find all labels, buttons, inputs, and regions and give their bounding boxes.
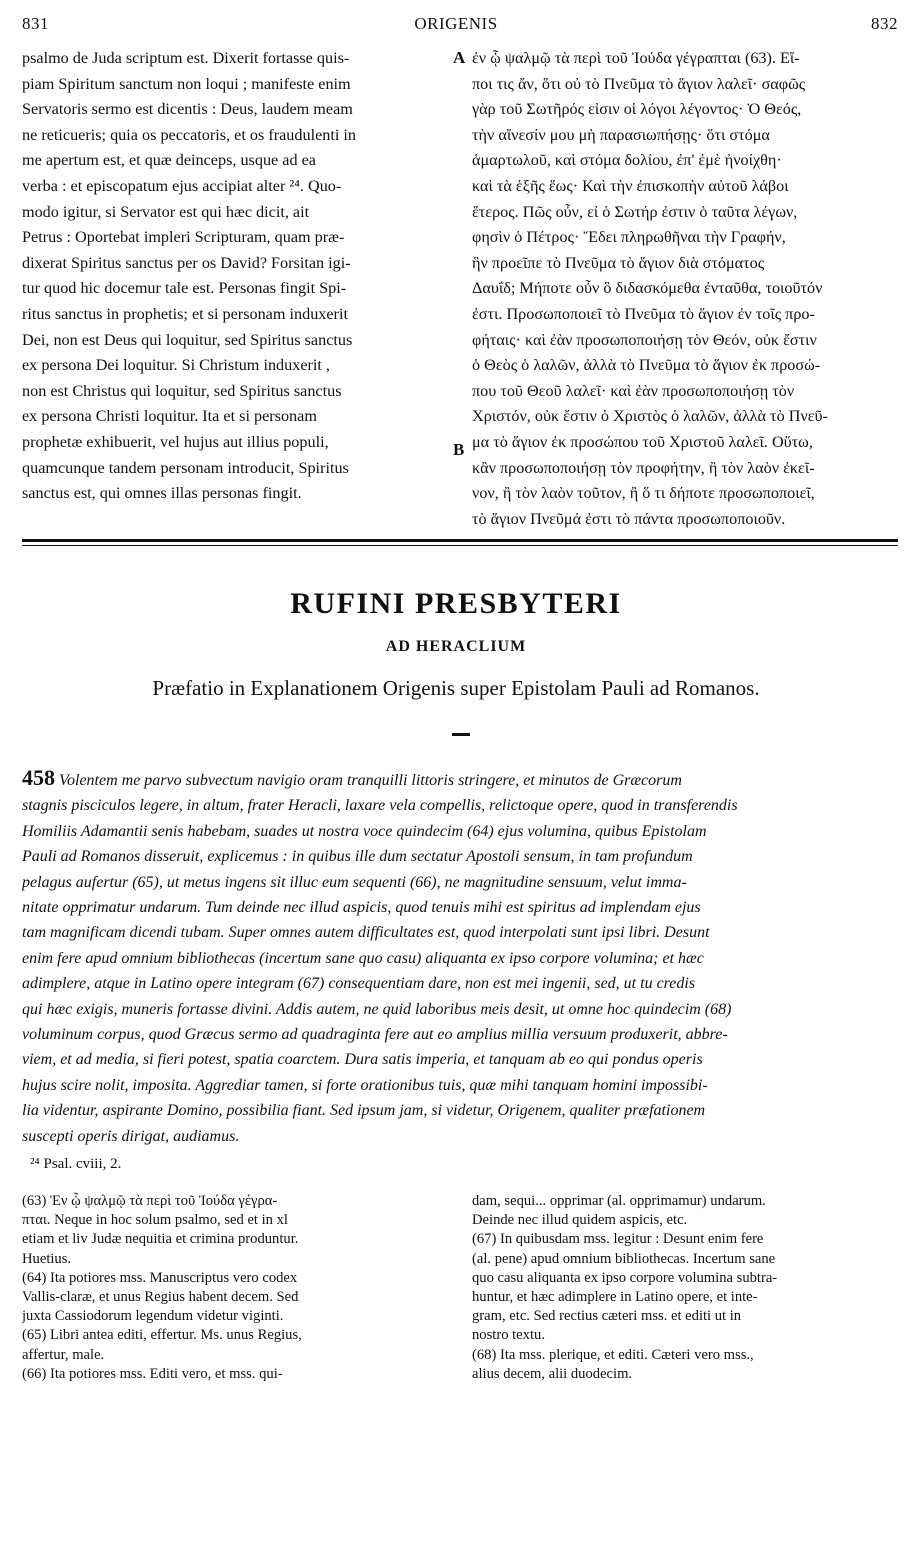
latin-line: ex persona Dei loquitur. Si Christum induxerit , [22, 356, 330, 375]
latin-line: piam Spiritum sanctum non loqui ; manifeste enim [22, 74, 351, 93]
greek-line: νον, ἢ τὸν λαὸν τοῦτον, ἢ ὅ τι δήποτε προσωποποιεῖ, [472, 484, 815, 503]
body-line: qui hæc exigis, muneris fortasse divini. Addis autem, ne quid laboribus meis desit, ut omne hoc quindecim (68) [22, 1000, 732, 1018]
greek-line: κἂν προσωποποιήσῃ τὸν προφήτην, ἢ τὸν λαὸν ἐκεῖ- [472, 458, 815, 477]
body-line: Homiliis Adamantii senis habebam, suades ut nostra voce quindecim (64) ejus volumina, quibus Epistolam [22, 822, 707, 840]
section-title: RUFINI PRESBYTERI [290, 587, 622, 620]
note-line: huntur, et hæc adimplere in Latino opere, et inte- [472, 1289, 758, 1306]
latin-line: Servatoris sermo est dicentis : Deus, laudem meam [22, 100, 353, 119]
note-line: (64) Ita potiores mss. Manuscriptus vero codex [22, 1269, 298, 1286]
footnote-24: ²⁴ Psal. cviii, 2. [30, 1156, 122, 1172]
greek-line: γὰρ τοῦ Σωτῆρός εἰσιν οἱ λόγοι λέγοντος· Ὁ Θεός, [472, 100, 802, 119]
running-head: ORIGENIS [414, 14, 498, 33]
latin-line: tur quod hic docemur tale est. Personas fingit Spi- [22, 279, 347, 298]
note-line: dam, sequi... opprimar (al. opprimamur) undarum. [472, 1193, 766, 1209]
greek-line: καὶ τὰ ἑξῆς ἕως· Καὶ τὴν ἐπισκοπὴν αὐτοῦ λάβοι [472, 176, 789, 195]
note-line: Huetius. [22, 1250, 72, 1267]
body-line: viem, et ad media, si fieri potest, spatia coarctem. Dura satis imperia, et tanquam ab eo qui pondus operis [22, 1051, 703, 1069]
body-line: Pauli ad Romanos disseruit, explicemus : in quibus ille dum sectatur Apostoli sensum, in tam profundum [22, 848, 693, 866]
preface-body [22, 765, 898, 1149]
latin-line: ritus sanctus in prophetis; et si personam induxerit [22, 304, 348, 323]
greek-line: Χριστόν, οὐκ ἔστιν ὁ Χριστὸς ὁ λαλῶν, ἀλλὰ τὸ Πνεῦ- [472, 407, 828, 426]
section-rule-thick [22, 539, 898, 542]
column-number: 458 [22, 765, 55, 790]
body-line: voluminum corpus, quod Græcus sermo ad quadraginta fere aut eo amplius millia versuum produxerit, abbre- [22, 1026, 728, 1044]
greek-line: ὁ Θεὸς ὁ λαλῶν, ἀλλὰ τὸ Πνεῦμα τὸ ἅγιον ἐκ προσώ- [472, 356, 821, 375]
latin-line: sanctus est, qui omnes illas personas fingit. [22, 484, 302, 503]
greek-line: τὸ ἅγιον Πνεῦμά ἐστι τὸ πάντα προσωποποιοῦν. [472, 509, 786, 528]
greek-line: ἐν ᾧ ψαλμῷ τὰ περὶ τοῦ Ἰούδα γέγραπται (63). Εἴ- [472, 49, 800, 67]
latin-line: dixerat Spiritus sanctus per os David? Forsitan igi- [22, 253, 351, 272]
ornament-dash [452, 733, 470, 736]
latin-line: verba : et episcopatum ejus accipiat alter ²⁴. Quo- [22, 176, 342, 195]
page-number-right: 832 [871, 14, 898, 33]
note-line: πται. Neque in hoc solum psalmo, sed et in xl [22, 1212, 288, 1229]
greek-line: ἁμαρτωλοῦ, καὶ στόμα δολίου, ἐπ' ἐμὲ ἠνοίχθη· [472, 151, 782, 170]
section-subtitle: AD HERACLIUM [385, 638, 527, 655]
preface-heading: Præfatio in Explanationem Origenis super Epistolam Pauli ad Romanos. [152, 676, 760, 700]
note-line: Vallis-claræ, et unus Regius habent decem. Sed [22, 1289, 299, 1306]
body-line: pelagus aufertur (65), ut metus ingens sit illuc eum sequenti (66), ne magnitudine sensuum, velut imma- [22, 873, 687, 891]
margin-marker-b: B [453, 440, 465, 459]
greek-line: φήταις· καὶ ἐὰν προσωποποιήσῃ τὸν Θεόν, οὐκ ἔστιν [472, 330, 817, 349]
latin-line: psalmo de Juda scriptum est. Dixerit fortasse quis- [22, 49, 350, 67]
margin-marker-a: A [453, 48, 466, 67]
body-line: nitate opprimatur undarum. Tum deinde nec illud aspicis, quod tenuis mihi est spiritus ad implendam ejus [22, 899, 701, 917]
greek-column [472, 46, 898, 532]
notes-left-column [22, 1192, 448, 1384]
note-line: Deinde nec illud quidem aspicis, etc. [472, 1212, 688, 1229]
greek-line: ἐστι. Προσωποποιεῖ τὸ Πνεῦμα τὸ ἅγιον ἐν τοῖς προ- [472, 304, 815, 323]
note-line: (67) In quibusdam mss. legitur : Desunt enim fere [472, 1231, 764, 1248]
greek-line: που τοῦ Θεοῦ λαλεῖ· καὶ ἐὰν προσωποποιήσῃ τὸν [472, 381, 795, 400]
latin-line: me apertum est, et quæ deinceps, usque ad ea [22, 151, 316, 170]
note-line: juxta Cassiodorum legendum videtur viginti. [22, 1308, 284, 1325]
body-line: adimplere, atque in Latino opere integram (67) consequentiam dare, non est mei ingenii, sed, ut tu credis [22, 975, 696, 993]
latin-line: non est Christus qui loquitur, sed Spiritus sanctus [22, 381, 342, 400]
body-line: lia videntur, aspirante Domino, possibilia fiant. Sed ipsum jam, si videtur, Origenem, qualiter præfationem [22, 1102, 706, 1120]
greek-line: φησὶν ὁ Πέτρος· Ἔδει πληρωθῆναι τὴν Γραφήν, [472, 228, 786, 247]
note-line: (68) Ita mss. plerique, et editi. Cæteri vero mss., [472, 1346, 754, 1363]
notes-right-column [472, 1192, 898, 1384]
latin-line: quamcunque tandem personam introducit, Spiritus [22, 458, 349, 477]
greek-line: τὴν αἴνεσίν μου μὴ παρασιωπήσῃς· ὅτι στόμα [472, 125, 770, 144]
greek-line: ἕτερος. Πῶς οὖν, εἰ ὁ Σωτήρ ἐστιν ὁ ταῦτα λέγων, [472, 202, 798, 221]
note-line: quo casu aliquanta ex ipso corpore volumina subtra- [472, 1269, 778, 1286]
body-line: suscepti operis dirigat, audiamus. [22, 1127, 240, 1145]
latin-line: Petrus : Oportebat impleri Scripturam, quam præ- [22, 228, 345, 247]
latin-line: prophetæ exhibuerit, vel hujus aut illius populi, [22, 432, 329, 451]
greek-line: Δαυΐδ; Μήποτε οὖν ὃ διδασκόμεθα ἐνταῦθα, τοιοῦτόν [472, 279, 823, 298]
note-line: etiam et liv Judæ nequitia et crimina produntur. [22, 1231, 299, 1248]
body-line: enim fere apud omnium bibliothecas (incertum sane quo casu) aliquanta ex ipso corpore volumina; et hæc [22, 949, 704, 967]
note-line: (66) Ita potiores mss. Editi vero, et mss. qui- [22, 1365, 283, 1382]
page-number-left: 831 [22, 14, 49, 33]
latin-line: modo igitur, si Servator est qui hæc dicit, ait [22, 202, 310, 221]
note-line: affertur, male. [22, 1346, 105, 1363]
note-line: gram, etc. Sed rectius cæteri mss. et editi ut in [472, 1308, 742, 1325]
body-line: 458 Volentem me parvo subvectum navigio oram tranquilli littoris stringere, et minutos de Græcorum [22, 765, 682, 790]
latin-line: ne reticueris; quia os peccatoris, et os fraudulenti in [22, 125, 356, 144]
note-line: (65) Libri antea editi, effertur. Ms. unus Regius, [22, 1327, 302, 1344]
note-line: (63) Ἐν ᾧ ψαλμῷ τὰ περὶ τοῦ Ἰούδα γέγρα- [22, 1193, 278, 1209]
section-rule-thin [22, 545, 898, 546]
latin-line: ex persona Christi loquitur. Ita et si personam [22, 407, 317, 426]
greek-line: ποι τις ἄν, ὅτι οὐ τὸ Πνεῦμα τὸ ἅγιον λαλεῖ· σαφῶς [472, 74, 806, 93]
greek-line: μα τὸ ἅγιον ἐκ προσώπου τοῦ Χριστοῦ λαλεῖ. Οὕτω, [472, 432, 813, 451]
body-line: hujus scire nolit, imposita. Aggrediar tamen, si forte orationibus tuis, quæ mihi tanquam homini impossibi- [22, 1076, 708, 1094]
note-line: (al. pene) apud omnium bibliothecas. Incertum sane [472, 1250, 776, 1267]
body-line: tam magnificam dicendi tubam. Super omnes autem difficultates est, quod interpolati sunt ipsi libri. Desunt [22, 924, 710, 942]
latin-column [22, 46, 448, 507]
note-line: alius decem, alii duodecim. [472, 1365, 633, 1382]
latin-line: Dei, non est Deus qui loquitur, sed Spiritus sanctus [22, 330, 353, 349]
greek-line: ἣν προεῖπε τὸ Πνεῦμα τὸ ἅγιον διὰ στόματος [472, 253, 765, 272]
note-line: nostro textu. [472, 1327, 545, 1344]
body-line: stagnis pisciculos legere, in altum, frater Heracli, laxare vela compellis, relictoque opere, quod in transferendis [22, 797, 738, 815]
